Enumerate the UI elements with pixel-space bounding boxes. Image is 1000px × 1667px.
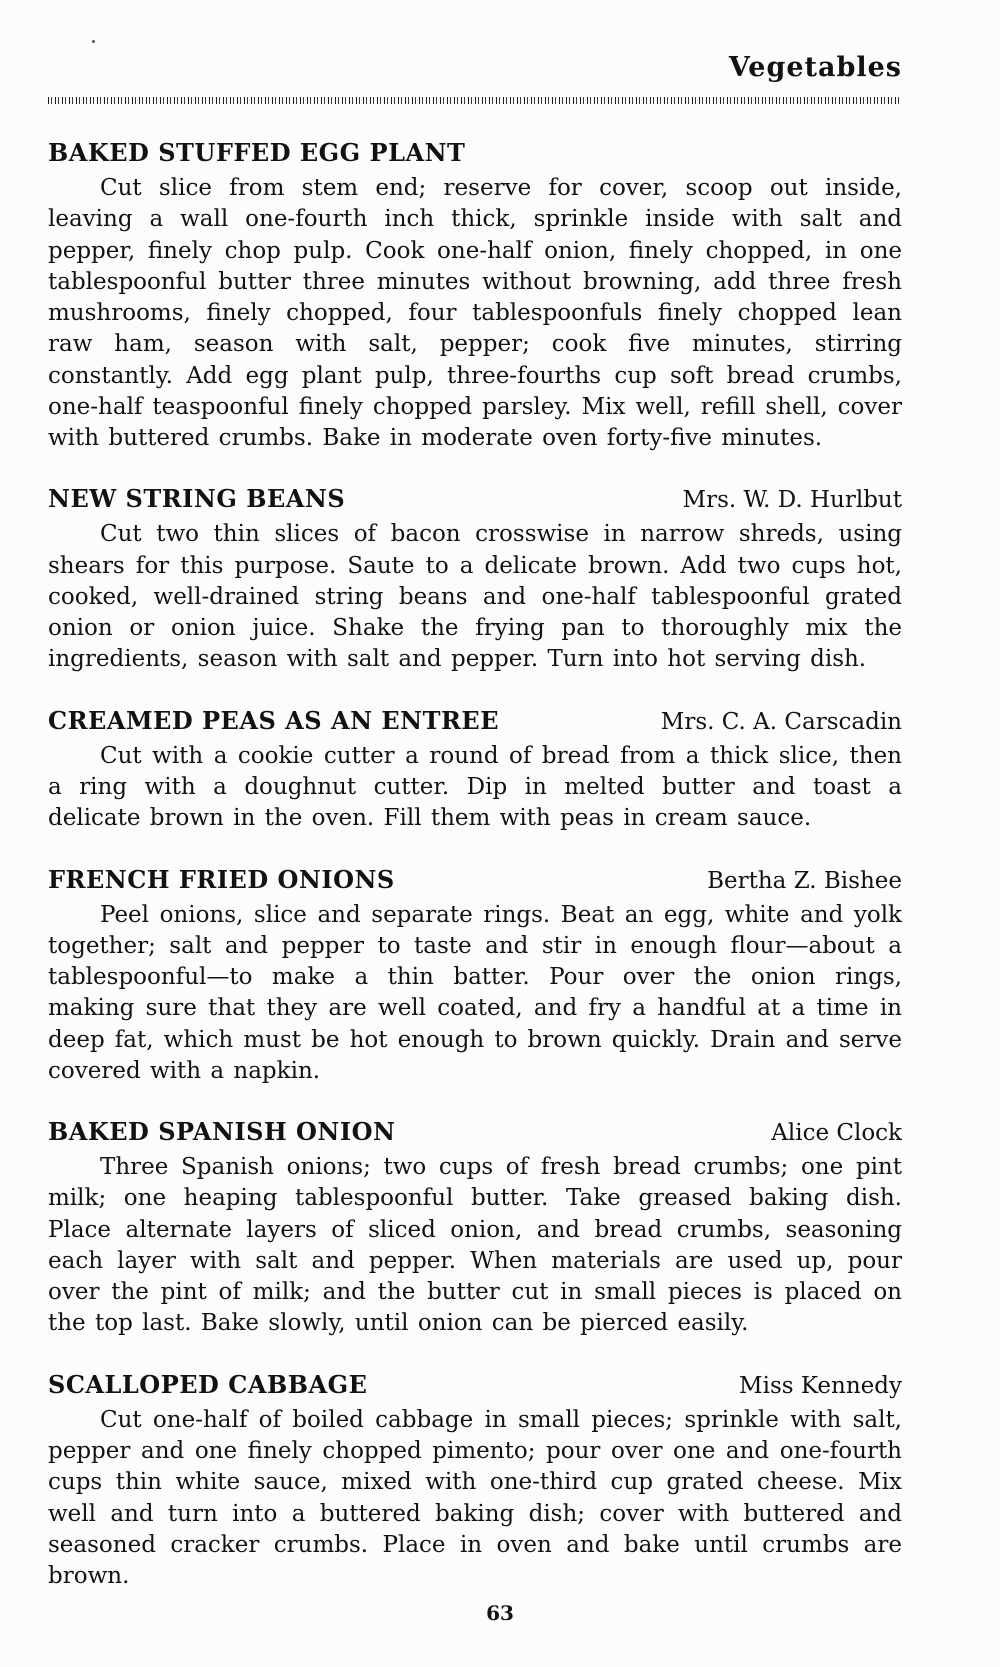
recipe-body: Cut two thin slices of bacon crosswise in narrow shreds, using shears for this purpose. Saute to a delicate brown. Add two cups hot, cooked, well-drained string beans and one-half tablespoonful grated onion or onion juice. Shake the frying pan to thoroughly mix the ingredients, season with salt and pepper. Turn into hot serving dish.	[48, 521, 902, 673]
recipe-body: Cut with a cookie cutter a round of bread from a thick slice, then a ring with a doughnut cutter. Dip in melted butter and toast a delicate brown in the oven. Fill them with peas in cream sauce.	[48, 742, 902, 832]
recipe-section-scalloped-cabbage	[48, 1370, 902, 1593]
recipe-body: Three Spanish onions; two cups of fresh bread crumbs; one pint milk; one heaping tablespoonful butter. Take greased baking dish. Place alternate layers of sliced onion, and bread crumbs, seasoning each layer with salt and pepper. When materials are used up, pour over the pint of milk; and the butter cut in small pieces is placed on the top last. Bake slowly, until onion can be pierced easily.	[48, 1154, 902, 1337]
recipe-title: CREAMED PEAS AS AN ENTREE	[48, 705, 499, 735]
recipe-title: BAKED STUFFED EGG PLANT	[48, 138, 466, 167]
recipe-body: Peel onions, slice and separate rings. Beat an egg, white and yolk together; salt and pepper to taste and stir in enough flour—about a tablespoonful—to make a thin batter. Pour over the onion rings, making sure that they are well coated, and fry a handful at a time in deep fat, which must be hot enough to brown quickly. Drain and serve covered with a napkin.	[48, 901, 902, 1084]
running-head: Vegetables	[728, 52, 902, 83]
scan-artifact-dot	[92, 40, 95, 43]
recipe-body: Cut slice from stem end; reserve for cover, scoop out inside, leaving a wall one-fourth inch thick, sprinkle inside with salt and pepper, finely chop pulp. Cook one-half onion, finely chopped, in one tablespoonful butter three minutes without browning, add three fresh mushrooms, finely chopped, four tablespoonfuls finely chopped lean raw ham, season with salt, pepper; cook five minutes, stirring constantly. Add egg plant pulp, three-fourths cup soft bread crumbs, one-half teaspoonful finely chopped parsley. Mix well, refill shell, cover with buttered crumbs. Bake in moderate oven forty-five minutes.	[48, 175, 902, 452]
page-number: 63	[486, 1601, 514, 1625]
recipe-section-baked-spanish-onion	[48, 1117, 902, 1340]
recipe-section-new-string-beans	[48, 484, 902, 675]
recipe-attribution: Alice Clock	[771, 1120, 902, 1147]
decorative-rule	[48, 97, 902, 104]
recipe-attribution: Mrs. W. D. Hurlbut	[682, 487, 902, 514]
recipe-attribution: Miss Kennedy	[739, 1372, 902, 1399]
recipe-title: NEW STRING BEANS	[48, 484, 346, 514]
recipe-section-baked-stuffed-egg-plant	[48, 138, 902, 454]
recipe-title: FRENCH FRIED ONIONS	[48, 864, 395, 894]
recipe-title: SCALLOPED CABBAGE	[48, 1369, 368, 1399]
recipe-section-french-fried-onions	[48, 865, 902, 1088]
recipe-body: Cut one-half of boiled cabbage in small pieces; sprinkle with salt, pepper and one finely chopped pimento; pour over one and one-fourth cups thin white sauce, mixed with one-third cup grated cheese. Mix well and turn into a buttered baking dish; cover with buttered and seasoned cracker crumbs. Place in oven and bake until crumbs are brown.	[48, 1406, 902, 1590]
recipe-section-creamed-peas-as-an-entree	[48, 706, 902, 835]
recipe-title: BAKED SPANISH ONION	[48, 1117, 396, 1147]
recipe-attribution: Bertha Z. Bishee	[707, 867, 902, 894]
recipe-attribution: Mrs. C. A. Carscadin	[660, 708, 902, 735]
